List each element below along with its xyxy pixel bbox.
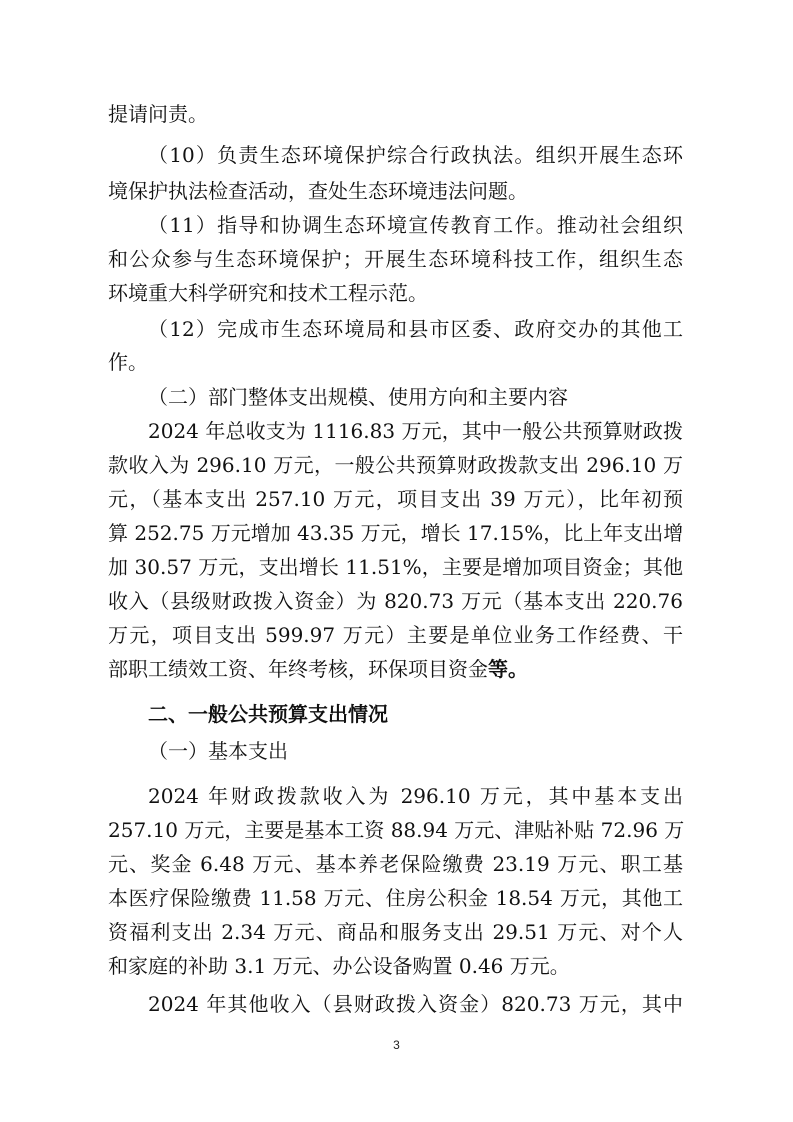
body-text-segment: 部职工绩效工资、年终考核，环保项目资金: [108, 657, 488, 681]
body-text-line: 收入（县级财政拨入资金）为 820.73 万元（基本支出 220.76: [108, 589, 683, 613]
body-text-line: 和家庭的补助 3.1 万元、办公设备购置 0.46 万元。: [108, 954, 570, 978]
body-text-line: 257.10 万元，主要是基本工资 88.94 万元、津贴补贴 72.96 万: [108, 818, 685, 842]
body-text-line: 2024 年财政拨款收入为 296.10 万元，其中基本支出: [148, 784, 683, 808]
body-text-line: 作。: [108, 350, 148, 374]
body-text-line: 境保护执法检查活动，查处生态环境违法问题。: [108, 179, 528, 203]
body-text-line: 提请问责。: [108, 102, 208, 126]
body-text-line: [108, 654, 528, 684]
body-text-line: 2024 年总收支为 1116.83 万元，其中一般公共预算财政拨: [148, 419, 683, 443]
body-text-line: 和公众参与生态环境保护；开展生态环境科技工作，组织生态: [108, 247, 683, 271]
body-text-line: 环境重大科学研究和技术工程示范。: [108, 281, 428, 305]
section-subheading: （二）部门整体支出规模、使用方向和主要内容: [148, 385, 568, 409]
bold-text-segment: 等。: [488, 657, 528, 681]
body-text-line: 元，（基本支出 257.10 万元，项目支出 39 万元），比年初预: [108, 487, 683, 511]
body-text-line: 万元，项目支出 599.97 万元）主要是单位业务工作经费、干: [108, 623, 683, 647]
body-text-line: （12）完成市生态环境局和县市区委、政府交办的其他工: [148, 317, 683, 341]
body-text-line: 资福利支出 2.34 万元、商品和服务支出 29.51 万元、对个人: [108, 920, 683, 944]
section-subheading: （一）基本支出: [148, 739, 288, 763]
body-text-line: 加 30.57 万元，支出增长 11.51%，主要是增加项目资金；其他: [108, 555, 683, 579]
body-text-line: 2024 年其他收入（县财政拨入资金）820.73 万元，其中: [148, 992, 683, 1016]
body-text-line: 本医疗保险缴费 11.58 万元、住房公积金 18.54 万元，其他工: [108, 886, 683, 910]
section-heading: 二、一般公共预算支出情况: [148, 702, 388, 726]
body-text-line: 元、奖金 6.48 万元、基本养老保险缴费 23.19 万元、职工基: [108, 852, 683, 876]
body-text-line: （10）负责生态环境保护综合行政执法。组织开展生态环: [148, 143, 683, 167]
body-text-line: 算 252.75 万元增加 43.35 万元，增长 17.15%，比上年支出增: [108, 521, 684, 545]
page-number: 3: [393, 1038, 400, 1052]
body-text-line: 款收入为 296.10 万元，一般公共预算财政拨款支出 296.10 万: [108, 453, 683, 477]
body-text-line: （11）指导和协调生态环境宣传教育工作。推动社会组织: [148, 213, 683, 237]
